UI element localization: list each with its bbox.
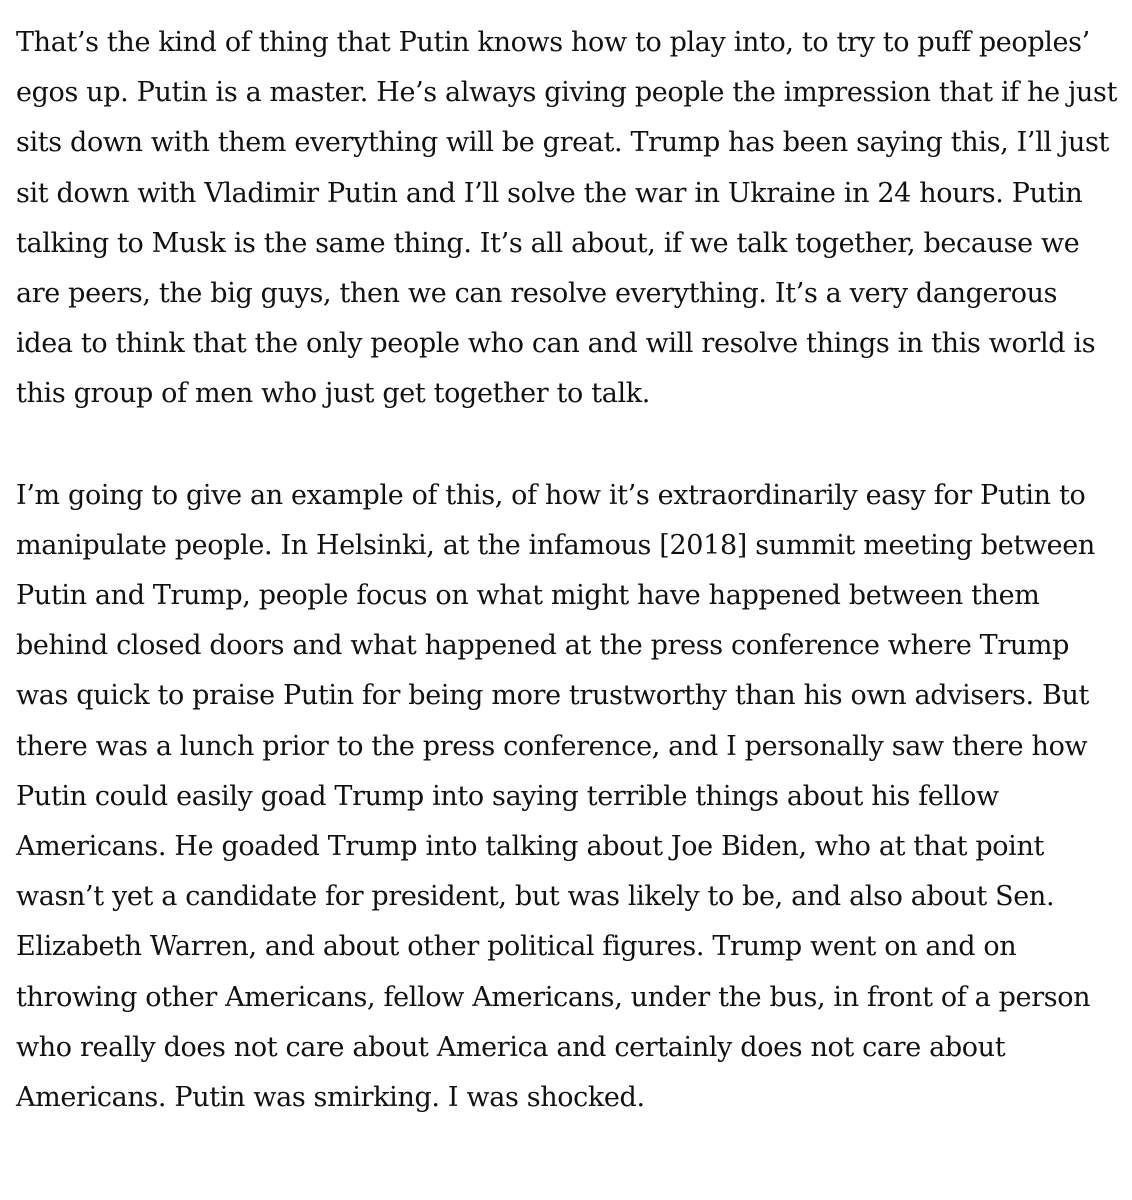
paragraph-1: That’s the kind of thing that Putin knows how to play into, to try to puff peoples’ egos up. Putin is a master. He’s always giving people the impression that if he just sits down with them everything will be great. Trump has been saying this, I’ll just sit down with Vladimir Putin and I’ll solve the war in Ukraine in 24 hours. Putin talking to Musk is the same thing. It’s all about, if we talk together, because we are peers, the big guys, then we can resolve everything. It’s a very dangerous idea to think that the only people who can and will resolve things in this world is this group of men who just get together to talk. [16, 27, 1118, 410]
paragraph-2: I’m going to give an example of this, of how it’s extraordinarily easy for Putin to manipulate people. In Helsinki, at the infamous [2018] summit meeting between Putin and Trump, people focus on what might have happened between them behind closed doors and what happened at the press conference where Trump was quick to praise Putin for being more trustworthy than his own advisers. But there was a lunch prior to the press conference, and I personally saw there how Putin could easily goad Trump into saying terrible things about his fellow Americans. He goaded Trump into talking about Joe Biden, who at that point wasn’t yet a candidate for president, but was likely to be, and also about Sen. Elizabeth Warren, and about other political figures. Trump went on and on throwing other Americans, fellow Americans, under the bus, in front of a person who really does not care about America and certainly does not care about Americans. Putin was smirking. I was shocked. [16, 479, 1095, 1114]
